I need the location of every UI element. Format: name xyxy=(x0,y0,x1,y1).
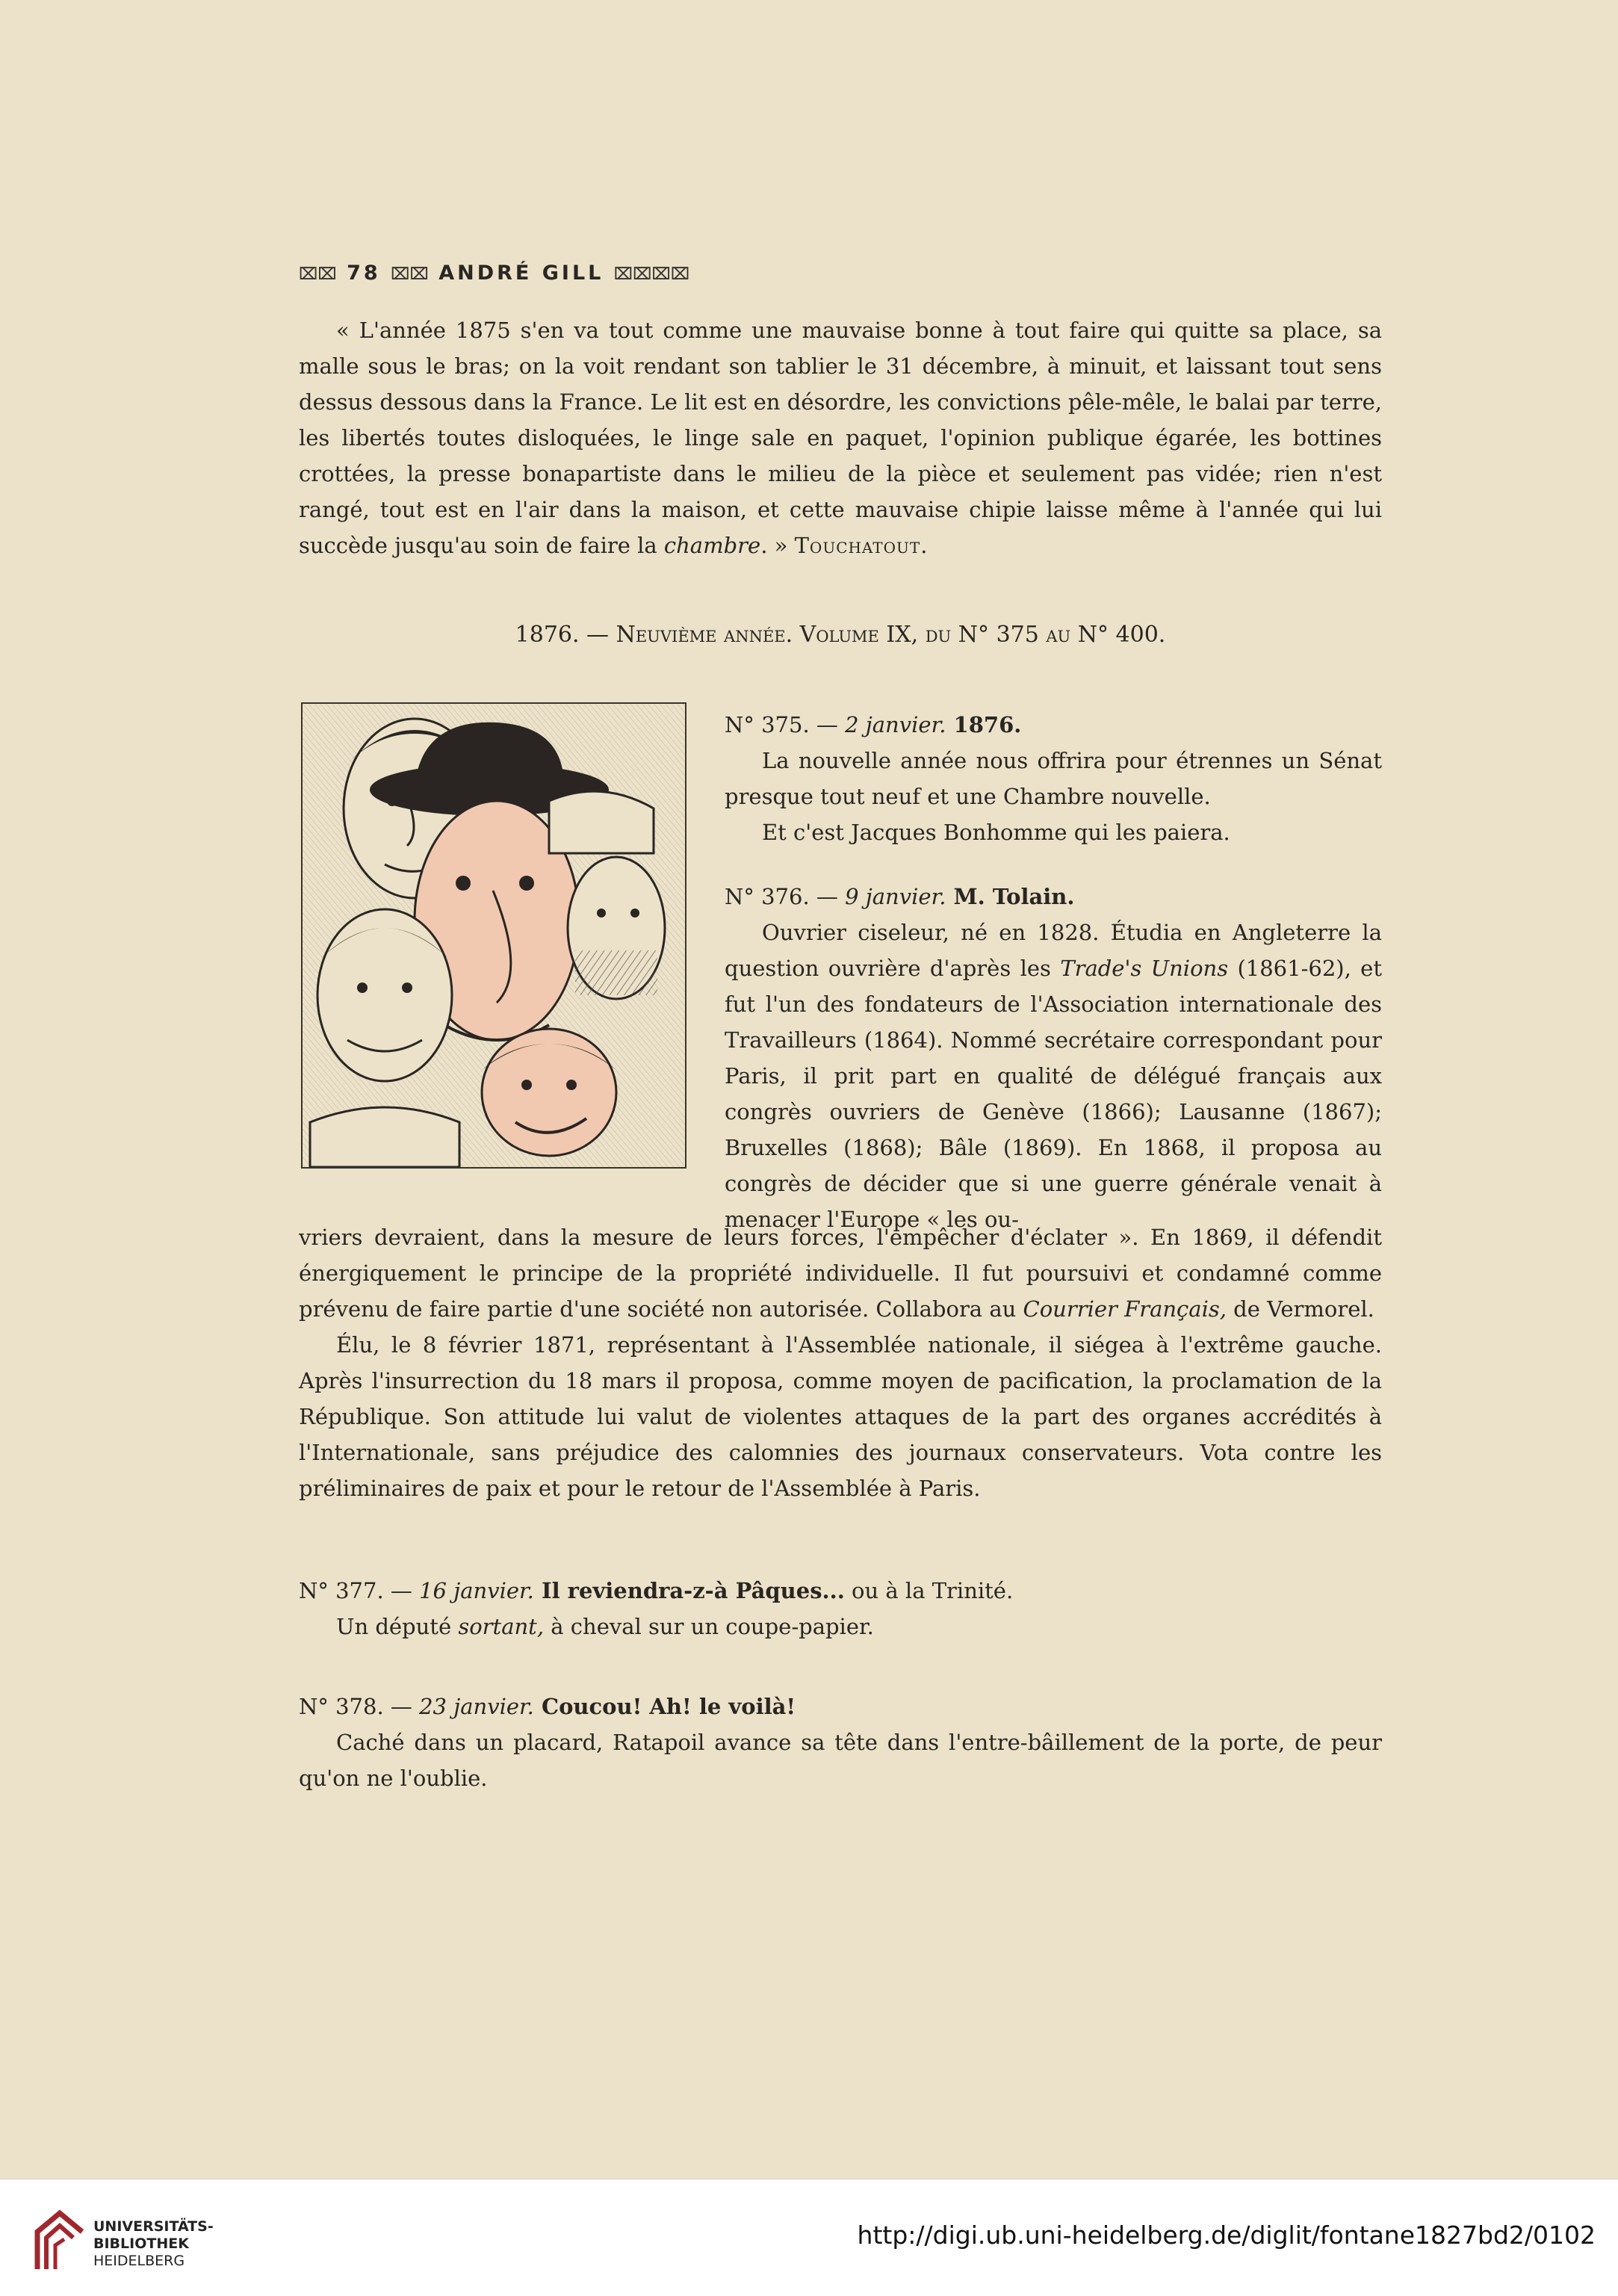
entry-text: Caché dans un placard, Ratapoil avance sa tête dans l'entre-bâillement de la porte, de peur qu'on ne l'oublie. xyxy=(299,1730,1382,1791)
entry-title: Il reviendra-z-à Pâques... xyxy=(533,1578,845,1603)
entry-text-part: à cheval sur un coupe-papier. xyxy=(544,1614,874,1639)
entry-number: N° 378. — xyxy=(299,1694,420,1719)
entry-number: N° 375. — xyxy=(725,712,846,737)
entry-text: La nouvelle année nous offrira pour étrennes un Sénat presque tout neuf et une Chambre nouvelle. xyxy=(725,748,1382,809)
entry-text-part: de Vermorel. xyxy=(1226,1296,1374,1322)
caricature-illustration xyxy=(301,702,686,1169)
entry-title: Coucou! Ah! le voilà! xyxy=(533,1694,796,1719)
section-title: 1876. — Neuvième année. Volume IX, du N° 375 au N° 400. xyxy=(515,622,1166,648)
entry-date: 9 janvier. xyxy=(845,884,946,909)
entry-number: N° 377. — xyxy=(299,1578,420,1603)
page-number: 78 xyxy=(347,262,381,285)
entry-title: M. Tolain. xyxy=(946,884,1075,909)
author-name: ANDRÉ GILL xyxy=(438,262,604,285)
entry-text-part: (1861-62), et fut l'un des fondateurs de l'Association internationale des Travailleurs (1864). Nommé secrétaire correspondant pour Paris, il prit part en qualité de délégué français aux congrès ouvriers de Genève (1866); Lausanne (1867); Bruxelles (1868); Bâle (1869). En 1868, il proposa au congrès de décider que si une guerre générale venait à menacer l'Europe « les ou- xyxy=(725,956,1382,1232)
entry-text-part: Un député xyxy=(336,1614,459,1639)
entry-text-part: vriers devraient, dans la mesure de leurs forces, l'empêcher d'éclater ». En 1869, il défendit énergiquement le principe de la propriété individuelle. Il fut poursuivi et condamné comme prévenu de faire partie d'une société non autorisée. Collabora au xyxy=(299,1225,1382,1322)
quote-text: « L'année 1875 s'en va tout comme une mauvaise bonne à tout faire qui quitte sa place, sa malle sous le bras; on la voit rendant son tablier le 31 décembre, à minuit, et laissant tout sens dessus dessous dans la France. Le lit est en désordre, les convictions pêle-mêle, le balai par terre, les libertés toutes disloquées, le linge sale en paquet, l'opinion publique égarée, les bottines crottées, la presse bonapartiste dans le milieu de la pièce et seulement pas vidée; rien n'est rangé, tout est en l'air dans la maison, et cette mauvaise chipie laisse même à l'année qui lui succède jusqu'au soin de faire la xyxy=(299,318,1382,558)
entry-377 xyxy=(299,1573,1382,1644)
library-name-line: BIBLIOTHEK xyxy=(93,2235,189,2252)
entry-text-italic: sortant, xyxy=(458,1614,545,1639)
entry-number: N° 376. — xyxy=(725,884,846,909)
entry-date: 16 janvier. xyxy=(419,1578,534,1603)
ornament-icon: ⌧⌧ xyxy=(391,265,429,284)
entry-date: 2 janvier. xyxy=(845,712,946,737)
entry-text-italic: Trade's Unions xyxy=(1060,956,1229,981)
library-name xyxy=(93,2218,214,2270)
entry-376 xyxy=(725,879,1382,1237)
ornament-icon: ⌧⌧⌧⌧ xyxy=(613,265,690,284)
entry-376-continuation xyxy=(299,1219,1382,1506)
entry-375 xyxy=(725,707,1382,850)
entry-378 xyxy=(299,1689,1382,1796)
entry-title-rest: ou à la Trinité. xyxy=(844,1578,1014,1603)
running-header xyxy=(299,262,689,285)
quote-closing: . » xyxy=(760,533,795,558)
entry-text-italic: Courrier Français, xyxy=(1023,1296,1227,1322)
quote-paragraph xyxy=(299,312,1382,563)
library-name-line: UNIVERSITÄTS- xyxy=(93,2218,214,2235)
entry-title: 1876. xyxy=(946,712,1022,737)
library-name-line: HEIDELBERG xyxy=(93,2253,185,2269)
entry-date: 23 janvier. xyxy=(419,1694,534,1719)
quote-signature: Touchatout. xyxy=(794,533,929,558)
entry-text xyxy=(725,915,1382,1237)
entry-text-part: Ouvrier ciseleur, né en 1828. Étudia en Angleterre la question ouvrière d'après les xyxy=(725,920,1382,981)
quote-italic: chambre xyxy=(663,533,761,558)
library-logo-icon xyxy=(30,2209,90,2273)
permalink-url[interactable]: http://digi.ub.uni-heidelberg.de/diglit/fontane1827bd2/0102 xyxy=(857,2221,1596,2250)
footer-bar xyxy=(0,2179,1618,2296)
entry-text: Et c'est Jacques Bonhomme qui les paiera. xyxy=(762,820,1230,845)
entry-376-paragraph-2: Élu, le 8 février 1871, représentant à l'Assemblée nationale, il siégea à l'extrême gauche. Après l'insurrection du 18 mars il proposa, comme moyen de pacification, la proclamation de la République. Son attitude lui valut de violentes attaques de la part des organes accrédités à l'Internationale, sans préjudice des calomnies des journaux conservateurs. Vota contre les préliminaires de paix et pour le retour de l'Assemblée à Paris. xyxy=(299,1332,1382,1501)
ornament-icon: ⌧⌧ xyxy=(299,265,337,284)
